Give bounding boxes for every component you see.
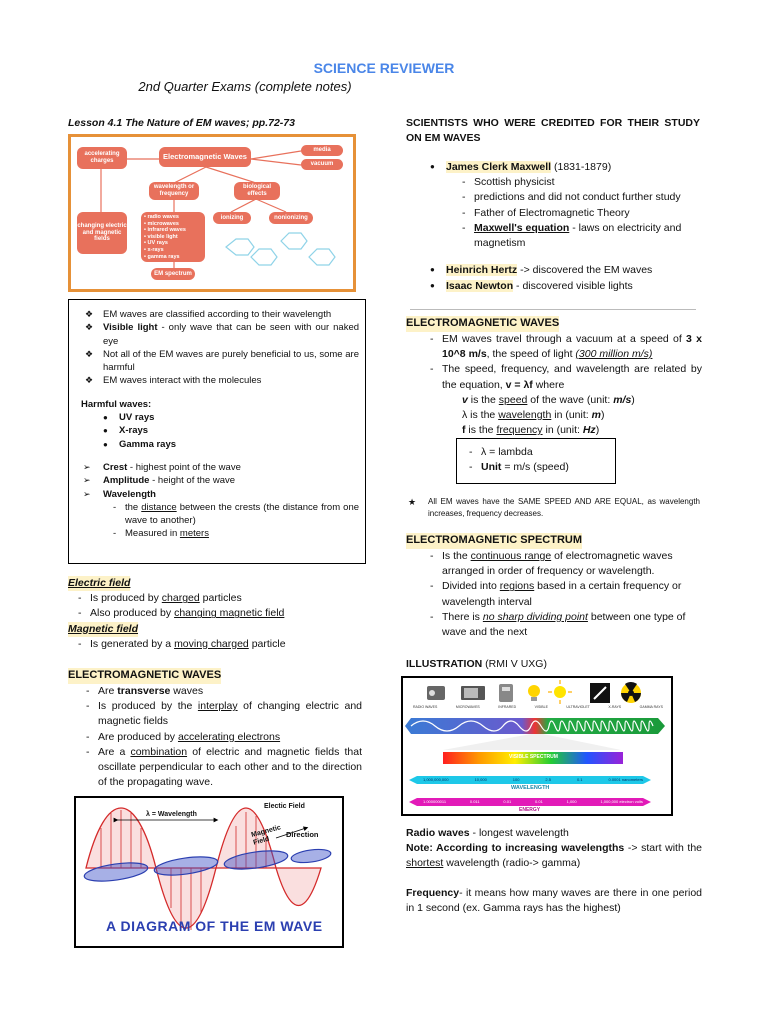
magnetic-field-label: Magnetic Field: [250, 824, 282, 847]
scientists-title: SCIENTISTS WHO WERE CREDITED FOR THEIR STUDY ON EM WAVES: [406, 117, 700, 145]
em-spectrum-list: [406, 549, 702, 640]
wavelength-axis-label: WAVELENGTH: [511, 785, 550, 791]
other-scientists: [406, 263, 702, 293]
divider: [410, 309, 696, 310]
tick-label: 10,000: [474, 777, 487, 782]
node-vacuum: vacuum: [301, 159, 343, 170]
list-item: - Is the continuous range of electromagnetic waves arranged in order of frequency or wavelength.: [428, 549, 702, 579]
node-accelerating-charges: accelerating charges: [77, 147, 127, 169]
list-item: - Unit = m/s (speed): [467, 460, 615, 475]
spectrum-drawing: [403, 678, 671, 814]
list-item: - The speed, frequency, and wavelength are related by the equation, v = λf where: [428, 362, 702, 392]
list-item: - Divided into regions based in a certain frequency or wavelength interval: [428, 579, 702, 609]
wavelength-label: λ = Wavelength: [146, 811, 197, 818]
wave-type: • infrared waves: [144, 227, 186, 234]
lesson-heading: Lesson 4.1 The Nature of EM waves; pp.72-73: [68, 117, 295, 129]
em-wave-diagram: [74, 796, 344, 948]
em-waves-right-section: [406, 316, 702, 438]
fields-section: [68, 576, 368, 652]
em-waves-left-section: [68, 668, 362, 790]
em-spectrum-title: ELECTROMAGNETIC SPECTRUM: [406, 533, 582, 549]
lambda-list: [467, 445, 615, 475]
node-media: media: [301, 145, 343, 156]
list-item: - Maxwell's equation - laws on electricity and magnetism: [460, 221, 702, 251]
list-item: - Is produced by the interplay of changing electric and magnetic fields: [84, 699, 362, 729]
list-item: - Measured in meters: [111, 527, 359, 540]
node-wave-types: [141, 212, 205, 262]
list-item: - Also produced by changing magnetic field: [76, 606, 368, 621]
wave-type: • radio waves: [144, 214, 179, 220]
spectrum-illustration: [401, 676, 673, 816]
source-icons: [427, 680, 641, 704]
tick-label: 2.5: [545, 777, 551, 782]
list-item: - Are transverse waves: [84, 684, 362, 699]
wave-type: • UV rays: [144, 240, 168, 247]
band-label: INFRARED: [498, 705, 517, 709]
list-item: ❖ EM waves interact with the molecules: [81, 374, 359, 387]
tick-label: 0.01: [503, 799, 512, 804]
order-note: Note: According to increasing wavelengths -> start with the shortest wavelength (radio-> gamma): [406, 842, 702, 870]
wavelength-sublist: [81, 501, 359, 541]
list-item: - λ = lambda: [467, 445, 615, 460]
em-waves-right-title: ELECTROMAGNETIC WAVES: [406, 316, 559, 332]
tick-label: 1,000,000 electron volts: [600, 799, 643, 804]
tick-label: 0.1: [576, 777, 583, 782]
tick-label: 0.0001 nanometers: [608, 777, 643, 782]
em-waves-left-list: [68, 684, 362, 791]
list-item: ❖ Visible light - only wave that can be seen with our naked eye: [81, 321, 359, 348]
wave-parts-list: [81, 461, 359, 501]
notes-box: [68, 299, 366, 564]
star-note: ★ All EM waves have the SAME SPEED AND ARE EQUAL, as wavelength increases, frequency decreases.: [408, 497, 700, 518]
maxwell-details: [406, 175, 702, 251]
doc-title: SCIENCE REVIEWER: [313, 60, 455, 76]
list-item: ● Heinrich Hertz -> discovered the EM waves: [424, 263, 702, 278]
electric-field-title: Electric field: [68, 576, 130, 591]
tick-label: 0.01: [535, 799, 543, 804]
energy-ticks: [423, 799, 643, 805]
frequency-note: Frequency- it means how many waves are there in one period in 1 second (ex. Gamma rays has the highest): [406, 886, 702, 914]
node-biological-effects: biological effects: [234, 182, 280, 200]
magnetic-list: [68, 637, 368, 652]
scientists-section: [406, 160, 702, 294]
list-item: ● X-rays: [97, 424, 359, 437]
equation-definitions: [406, 393, 702, 439]
concept-map: [68, 134, 356, 292]
node-wavelength-frequency: wavelength or frequency: [149, 182, 199, 200]
tick-label: 1,000,000,000: [423, 777, 449, 782]
list-item: ● UV rays: [97, 411, 359, 424]
doc-subtitle: 2nd Quarter Exams (complete notes): [138, 79, 352, 94]
def-lambda: λ is the wavelength in (unit: m): [462, 409, 605, 422]
diagram-caption: A DIAGRAM OF THE EM WAVE: [106, 918, 323, 934]
node-nonionizing: nonionizing: [269, 212, 313, 224]
def-f: f is the frequency in (unit: Hz): [462, 424, 600, 437]
em-waves-left-title: ELECTROMAGNETIC WAVES: [68, 668, 221, 684]
node-em-spectrum: EM spectrum: [151, 268, 195, 280]
illustration-title: ILLUSTRATION (RMI V UXG): [406, 658, 547, 670]
band-label: MICROWAVES: [455, 705, 480, 709]
def-v: v is the speed of the wave (unit: m/s): [462, 393, 635, 406]
em-spectrum-section: [406, 533, 702, 640]
node-electromagnetic-waves: Electromagnetic Waves: [159, 147, 251, 167]
list-item: ➢ Crest - highest point of the wave: [81, 461, 359, 474]
list-item: ● James Clerk Maxwell (1831-1879): [424, 160, 702, 175]
electric-field-label: Electic Field: [264, 803, 305, 810]
direction-label: Direction: [286, 830, 319, 839]
list-item: - the distance between the crests (the distance from one wave to another): [111, 501, 359, 528]
list-item: - EM waves travel through a vacuum at a speed of 3 x 10^8 m/s, the speed of light (300 million m/s): [428, 332, 702, 362]
wave-type: • visible light: [144, 233, 178, 240]
band-label: GAMMA RAYS: [639, 705, 663, 709]
visible-spectrum-label: VISIBLE SPECTRUM: [509, 754, 558, 760]
list-item: ❖ Not all of the EM waves are purely beneficial to us, some are harmful: [81, 348, 359, 375]
list-item: - Is produced by charged particles: [76, 591, 368, 606]
wavelength-ticks: [423, 777, 643, 783]
node-ionizing: ionizing: [213, 212, 251, 224]
band-label: RADIO WAVES: [413, 705, 438, 709]
list-item: ➢ Wavelength: [81, 488, 359, 501]
electric-list: [68, 591, 368, 621]
harmful-list: [81, 411, 359, 451]
list-item: - There is no sharp dividing point between one type of wave and the next: [428, 610, 702, 640]
wave-type: • gamma rays: [144, 253, 180, 260]
list-item: ➢ Amplitude - height of the wave: [81, 474, 359, 487]
maxwell-item: [406, 160, 702, 175]
tick-label: 1,000: [566, 799, 577, 804]
radio-note: Radio waves - longest wavelength: [406, 827, 569, 839]
band-label: ULTRAVIOLET: [566, 705, 590, 709]
band-label: VISIBLE: [534, 705, 548, 709]
energy-axis-label: ENERGY: [519, 807, 541, 813]
list-item: ● Gamma rays: [97, 438, 359, 451]
list-item: - predictions and did not conduct further study: [460, 190, 702, 205]
magnetic-field-title: Magnetic field: [68, 622, 138, 637]
list-item: - Is generated by a moving charged particle: [76, 637, 368, 652]
lambda-box: [456, 438, 616, 484]
classification-list: [81, 308, 359, 388]
list-item: - Scottish physicist: [460, 175, 702, 190]
tick-label: 0.011: [469, 799, 480, 804]
list-item: - Are a combination of electric and magnetic fields that oscillate perpendicular to each other and to the direction of the propagating wave.: [84, 745, 362, 791]
band-label: X-RAYS: [608, 705, 622, 709]
tick-label: 1.000000011: [423, 799, 447, 804]
list-item: ● Isaac Newton - discovered visible lights: [424, 279, 702, 294]
bottom-notes: [406, 826, 702, 916]
band-labels: [413, 705, 663, 710]
list-item: ❖ EM waves are classified according to their wavelength: [81, 308, 359, 321]
tick-label: 100: [512, 777, 520, 782]
list-item: - Father of Electromagnetic Theory: [460, 206, 702, 221]
node-changing-fields: changing electric and magnetic fields: [77, 212, 127, 254]
list-item: - Are produced by accelerating electrons: [84, 730, 362, 745]
em-waves-right-list: [406, 332, 702, 393]
wave-type: • microwaves: [144, 220, 179, 227]
wave-type: • x-rays: [144, 246, 164, 253]
star-icon: ★: [408, 497, 417, 507]
harmful-title: Harmful waves:: [81, 398, 152, 410]
